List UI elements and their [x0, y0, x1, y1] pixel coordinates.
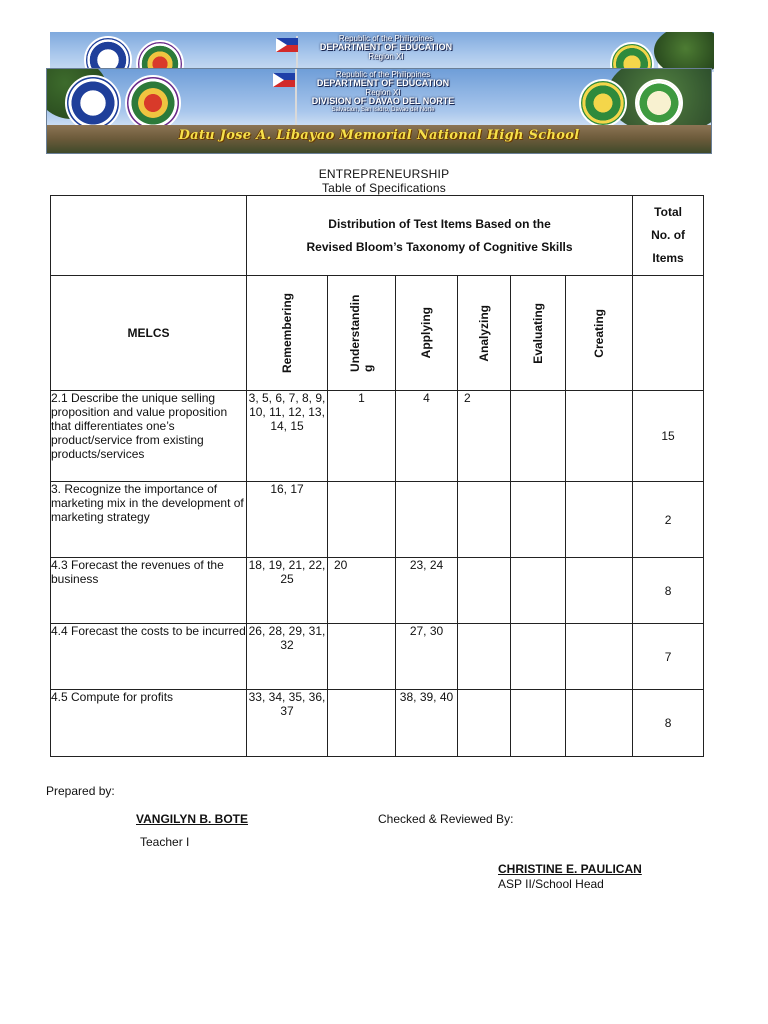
total-header-line: No. of: [651, 228, 686, 242]
understanding-cell: [328, 690, 396, 757]
header-banner: [46, 32, 710, 152]
applying-cell: 23, 24: [396, 558, 458, 624]
creating-cell: [566, 482, 633, 558]
checker-name: CHRISTINE E. PAULICAN: [498, 862, 642, 876]
creating-cell: [566, 690, 633, 757]
analyzing-cell: [458, 690, 511, 757]
distribution-header: [247, 196, 633, 276]
school-name: Datu Jose A. Libayao Memorial National High School: [178, 128, 580, 143]
creating-cell: [566, 624, 633, 690]
banner-back-agency: [286, 35, 486, 61]
understanding-cell: [328, 482, 396, 558]
republic-text: Republic of the Philippines: [335, 70, 431, 79]
skill-label: Analyzing: [476, 304, 491, 362]
remembering-cell: 18, 19, 21, 22, 25: [247, 558, 328, 624]
evaluating-cell: [511, 482, 566, 558]
skill-header-understanding: [328, 276, 396, 391]
melc-cell: 4.4 Forecast the costs to be incurred: [51, 624, 247, 690]
total-cell: 8: [633, 558, 704, 624]
specifications-table: [50, 195, 704, 757]
table-row: [51, 690, 704, 757]
republic-text: Republic of the Philippines: [338, 34, 434, 43]
banner-front-agency: [283, 71, 483, 113]
skill-label: Applying: [419, 307, 433, 359]
understanding-cell: [328, 624, 396, 690]
evaluating-cell: [511, 624, 566, 690]
table-row: [51, 391, 704, 482]
remembering-cell: 3, 5, 6, 7, 8, 9, 10, 11, 12, 13, 14, 15: [247, 391, 328, 482]
subject-title: ENTREPRENEURSHIP: [318, 167, 450, 181]
distribution-header-line: Distribution of Test Items Based on the: [328, 216, 551, 231]
analyzing-cell: [458, 624, 511, 690]
preparer-position: Teacher I: [140, 835, 190, 849]
banner-front-strip: [46, 68, 712, 154]
department-text: DEPARTMENT OF EDUCATION: [316, 78, 450, 89]
address-text: Salvacion, San Isidro, Davao del Norte: [331, 106, 435, 113]
region-seal-logo: [635, 79, 683, 127]
applying-cell: [396, 482, 458, 558]
evaluating-cell: [511, 391, 566, 482]
understanding-cell: 1: [328, 391, 396, 482]
banner-back-strip: [50, 32, 714, 72]
remembering-cell: 16, 17: [247, 482, 328, 558]
skill-label: Understanding: [347, 294, 375, 372]
melc-cell: 3. Recognize the importance of marketing mix in the development of marketing strategy: [51, 482, 247, 558]
deped-seal-logo: [84, 36, 132, 72]
remembering-cell: 33, 34, 35, 36, 37: [247, 690, 328, 757]
analyzing-cell: [458, 482, 511, 558]
division-seal-logo: [125, 75, 181, 131]
region-text: Region XI: [368, 51, 404, 61]
total-cell: 15: [633, 391, 704, 482]
melc-cell: 4.5 Compute for profits: [51, 690, 247, 757]
deped-seal-logo: [65, 75, 121, 131]
division-text: DIVISION OF DAVAO DEL NORTE: [311, 96, 455, 107]
total-cell: 8: [633, 690, 704, 757]
melc-cell: 2.1 Describe the unique selling proposition and value proposition that differentiates one’s product/service from existing products/services: [51, 391, 247, 482]
table-row: [51, 558, 704, 624]
understanding-cell: 20: [328, 558, 396, 624]
total-items-header: [633, 196, 704, 276]
melcs-header: MELCS: [51, 276, 247, 391]
document-title: Table of Specifications: [321, 181, 446, 195]
skill-header-analyzing: [458, 276, 511, 391]
distribution-header-line: Revised Bloom’s Taxonomy of Cognitive Skills: [306, 239, 573, 254]
evaluating-cell: [511, 558, 566, 624]
skill-label: Creating: [591, 308, 606, 358]
remembering-cell: 26, 28, 29, 31, 32: [247, 624, 328, 690]
blank-total-cell: [633, 276, 704, 391]
applying-cell: 4: [396, 391, 458, 482]
checked-by-label: Checked & Reviewed By:: [378, 812, 514, 826]
region-text: Region XI: [365, 87, 401, 97]
skill-label: Evaluating: [530, 302, 545, 364]
department-text: DEPARTMENT OF EDUCATION: [319, 42, 453, 53]
table-header-row: [51, 196, 704, 276]
creating-cell: [566, 391, 633, 482]
table-row: [51, 624, 704, 690]
evaluating-cell: [511, 690, 566, 757]
skill-label: Remembering: [279, 292, 294, 374]
prepared-by-label: Prepared by:: [46, 784, 115, 798]
tree-decoration: [654, 32, 714, 72]
total-cell: 2: [633, 482, 704, 558]
total-header-line: Items: [652, 251, 684, 265]
creating-cell: [566, 558, 633, 624]
analyzing-cell: [458, 558, 511, 624]
skills-header-row: [51, 276, 704, 391]
skill-header-evaluating: [511, 276, 566, 391]
applying-cell: 38, 39, 40: [396, 690, 458, 757]
total-header-line: Total: [654, 205, 682, 219]
preparer-name: VANGILYN B. BOTE: [136, 812, 249, 826]
skill-header-creating: [566, 276, 633, 391]
skill-header-applying: [396, 276, 458, 391]
table-row: [51, 482, 704, 558]
skill-header-remembering: [247, 276, 328, 391]
analyzing-cell: 2: [458, 391, 511, 482]
total-cell: 7: [633, 624, 704, 690]
applying-cell: 27, 30: [396, 624, 458, 690]
melc-cell: 4.3 Forecast the revenues of the business: [51, 558, 247, 624]
school-seal-logo: [579, 79, 627, 127]
checker-position: ASP II/School Head: [498, 877, 604, 891]
blank-header-cell: [51, 196, 247, 276]
